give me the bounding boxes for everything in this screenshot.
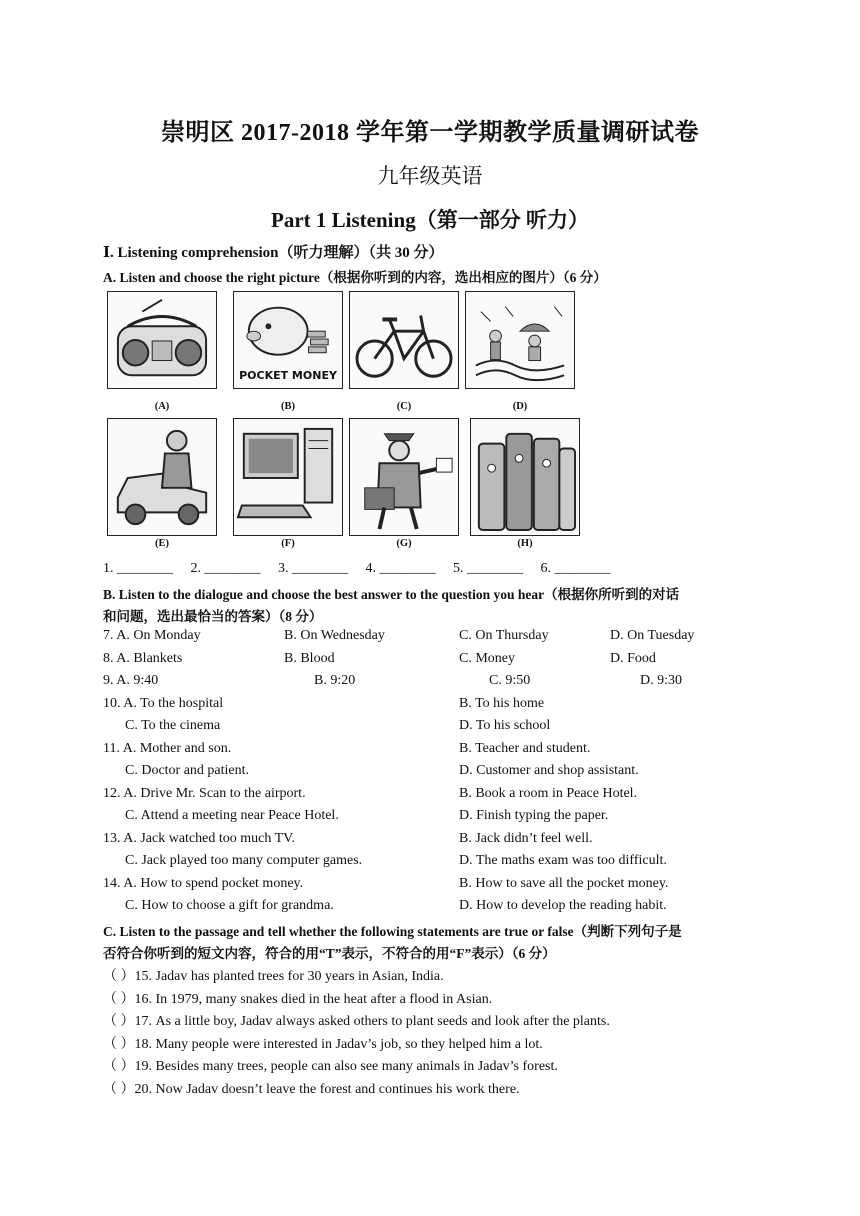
statement-18: （ ）18. Many people were interested in Jadav’s job, so they helped him a lot. [103, 1037, 543, 1052]
blank-5[interactable]: 5. ________ [453, 561, 523, 576]
statement-19: （ ）19. Besides many trees, people can also see many animals in Jadav’s forest. [103, 1059, 558, 1074]
q14-option-b: B. How to save all the pocket money. [459, 876, 669, 891]
q10-option-c: C. To the cinema [125, 718, 221, 733]
q8-option-b: B. Blood [284, 651, 335, 666]
q9-option-b: B. 9:20 [314, 673, 356, 688]
caption-g: (G) [396, 538, 412, 549]
page-subtitle: 九年级英语 [377, 164, 483, 188]
postman-icon [350, 419, 458, 535]
q13-option-a: 13. A. Jack watched too much TV. [103, 831, 295, 846]
q8-option-c: C. Money [459, 651, 515, 666]
q9-option-a: 9. A. 9:40 [103, 673, 159, 688]
page-title: 崇明区 2017-2018 学年第一学期教学质量调研试卷 [161, 120, 699, 146]
statement-15: （ ）15. Jadav has planted trees for 30 years in Asian, India. [103, 969, 444, 984]
picture-b [233, 291, 343, 389]
answer-blanks [103, 561, 625, 577]
caption-f: (F) [281, 538, 295, 549]
car-repair-icon [108, 419, 216, 535]
q14-option-c: C. How to choose a gift for grandma. [125, 898, 334, 913]
blank-3[interactable]: 3. ________ [278, 561, 348, 576]
statement-17: （ ）17. As a little boy, Jadav always asked others to plant seeds and look after the plants. [103, 1014, 610, 1029]
picture-e [107, 418, 217, 536]
computer-icon [234, 419, 342, 535]
blank-4[interactable]: 4. ________ [365, 561, 436, 576]
caption-e: (E) [155, 538, 169, 549]
statement-20: （ ）20. Now Jadav doesn’t leave the forest and continues his work there. [103, 1082, 520, 1097]
q9-option-d: D. 9:30 [640, 673, 682, 688]
q7-option-a: 7. A. On Monday [103, 628, 201, 643]
part-b-heading-1: B. Listen to the dialogue and choose the best answer to the question you hear（根据你所听到的对话 [103, 587, 680, 602]
q7-option-d: D. On Tuesday [610, 628, 695, 643]
picture-h [470, 418, 580, 536]
bicycle-icon [350, 292, 458, 388]
picture-a [107, 291, 217, 389]
q8-option-a: 8. A. Blankets [103, 651, 183, 666]
picture-g [349, 418, 459, 536]
q13-option-b: B. Jack didn’t feel well. [459, 831, 593, 846]
caption-h: (H) [517, 538, 533, 549]
part-b-heading-2: 和问题，选出最恰当的答案）（8 分） [103, 609, 323, 624]
q8-option-d: D. Food [610, 651, 656, 666]
blank-1[interactable]: 1. ________ [103, 561, 173, 576]
caption-c: (C) [396, 401, 412, 412]
picture-c [349, 291, 459, 389]
picture-f [233, 418, 343, 536]
q11-option-c: C. Doctor and patient. [125, 763, 250, 778]
pocket-money-label: POCKET MONEY [239, 369, 337, 382]
part-a-heading: A. Listen and choose the right picture（根据你听到的内容，选出相应的图片）（6 分） [103, 270, 607, 285]
trash-bins-icon [471, 419, 579, 535]
part-c-heading-1: C. Listen to the passage and tell whether the following statements are true or false（判断下列句子是 [103, 924, 682, 939]
section-heading: Ⅰ. Listening comprehension（听力理解）（共 30 分） [103, 245, 444, 261]
q7-option-c: C. On Thursday [459, 628, 549, 643]
statement-16: （ ）16. In 1979, many snakes died in the heat after a flood in Asian. [103, 992, 493, 1007]
caption-d: (D) [512, 401, 528, 412]
q13-option-d: D. The maths exam was too difficult. [459, 853, 667, 868]
q14-option-d: D. How to develop the reading habit. [459, 898, 667, 913]
q12-option-b: B. Book a room in Peace Hotel. [459, 786, 638, 801]
q9-option-c: C. 9:50 [489, 673, 531, 688]
q10-option-b: B. To his home [459, 696, 545, 711]
q12-option-d: D. Finish typing the paper. [459, 808, 609, 823]
q11-option-d: D. Customer and shop assistant. [459, 763, 639, 778]
part-c-heading-2: 否符合你听到的短文内容，符合的用“T”表示，不符合的用“F”表示）（6 分） [103, 946, 556, 961]
blank-6[interactable]: 6. ________ [540, 561, 611, 576]
radio-icon [108, 292, 216, 388]
picture-d [465, 291, 575, 389]
caption-a: (A) [154, 401, 170, 412]
q11-option-b: B. Teacher and student. [459, 741, 591, 756]
blank-2[interactable]: 2. ________ [190, 561, 261, 576]
part-heading: Part 1 Listening（第一部分 听力） [271, 208, 589, 232]
q13-option-c: C. Jack played too many computer games. [125, 853, 363, 868]
flood-scene-icon [466, 292, 574, 388]
q10-option-a: 10. A. To the hospital [103, 696, 224, 711]
q7-option-b: B. On Wednesday [284, 628, 385, 643]
q12-option-c: C. Attend a meeting near Peace Hotel. [125, 808, 339, 823]
q10-option-d: D. To his school [459, 718, 551, 733]
q11-option-a: 11. A. Mother and son. [103, 741, 232, 756]
caption-b: (B) [281, 401, 295, 412]
q14-option-a: 14. A. How to spend pocket money. [103, 876, 304, 891]
q12-option-a: 12. A. Drive Mr. Scan to the airport. [103, 786, 306, 801]
